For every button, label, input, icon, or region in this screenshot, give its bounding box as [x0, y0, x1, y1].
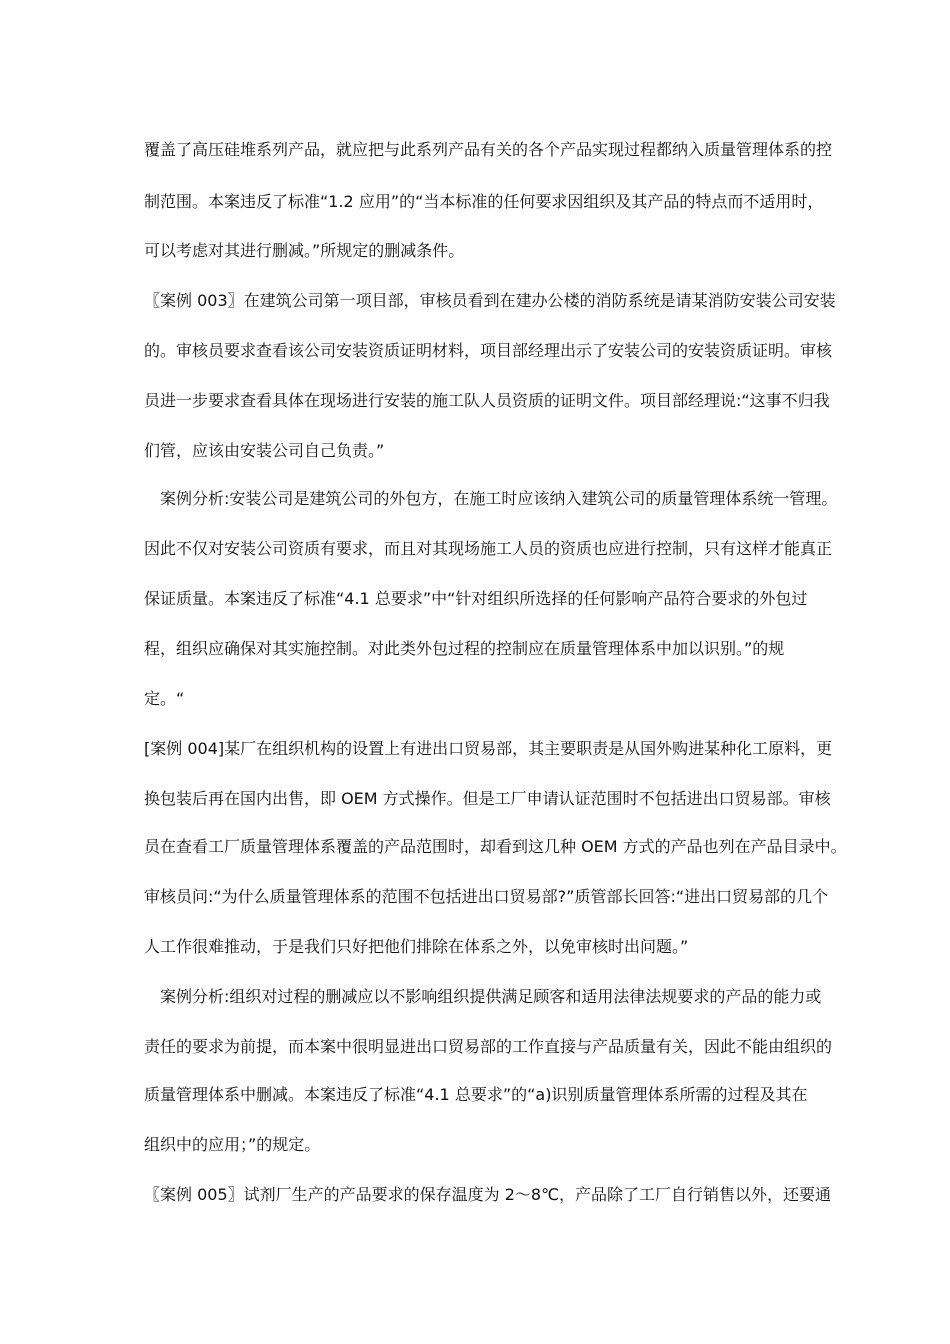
text-line: 覆盖了高压硅堆系列产品，就应把与此系列产品有关的各个产品实现过程都纳入质量管理体系的控	[144, 140, 833, 159]
text-line: 案例分析:组织对过程的删减应以不影响组织提供满足顾客和适用法律法规要求的产品的能力或	[160, 987, 822, 1006]
text-line: 定。“	[144, 689, 185, 708]
text-line: 们管，应该由安装公司自己负责。”	[144, 441, 385, 460]
text-line: 制范围。本案违反了标准“1.2 应用”的“当本标准的任何要求因组织及其产品的特点而不适用时，	[144, 192, 824, 211]
text-line: [案例 004]某厂在组织机构的设置上有进出口贸易部，其主要职责是从国外购进某种化工原料，更	[144, 739, 833, 758]
text-line: 案例分析:安装公司是建筑公司的外包方，在施工时应该纳入建筑公司的质量管理体系统一管理。	[160, 489, 838, 508]
text-line: 员进一步要求查看具体在现场进行安装的施工队人员资质的证明文件。项目部经理说:“这事不归我	[144, 391, 830, 410]
text-line: 保证质量。本案违反了标准“4.1 总要求”中“针对组织所选择的任何影响产品符合要求的外包过	[144, 589, 808, 608]
text-line: 审核员问:“为什么质量管理体系的范围不包括进出口贸易部?”质管部长回答:“进出口贸易部的几个	[144, 887, 829, 906]
text-line: 质量管理体系中删减。本案违反了标准“4.1 总要求”的“a)识别质量管理体系所需的过程及其在	[144, 1085, 808, 1104]
text-line: 可以考虑对其进行删减。”所规定的删减条件。	[144, 241, 465, 260]
text-line: 人工作很难推动，于是我们只好把他们排除在体系之外，以免审核时出问题。”	[144, 937, 689, 956]
text-line: 组织中的应用；”的规定。	[144, 1135, 321, 1154]
text-line: 员在查看工厂质量管理体系覆盖的产品范围时，却看到这几种 OEM 方式的产品也列在产品目录中。	[144, 837, 847, 856]
text-line: 换包装后再在国内出售，即 OEM 方式操作。但是工厂申请认证范围时不包括进出口贸易部。审核	[144, 789, 831, 808]
text-line: 〖案例 003〗在建筑公司第一项目部，审核员看到在建办公楼的消防系统是请某消防安装公司安装	[144, 291, 836, 310]
text-line: 的。审核员要求查看该公司安装资质证明材料，项目部经理出示了安装公司的安装资质证明。审核	[144, 341, 833, 360]
text-line: 因此不仅对安装公司资质有要求，而且对其现场施工人员的资质也应进行控制，只有这样才能真正	[144, 539, 833, 558]
text-line: 〖案例 005〗试剂厂生产的产品要求的保存温度为 2～8℃，产品除了工厂自行销售以外，还要通	[144, 1185, 832, 1204]
text-line: 责任的要求为前提，而本案中很明显进出口贸易部的工作直接与产品质量有关，因此不能由组织的	[144, 1037, 833, 1056]
text-line: 程，组织应确保对其实施控制。对此类外包过程的控制应在质量管理体系中加以识别。”的规	[144, 639, 785, 658]
